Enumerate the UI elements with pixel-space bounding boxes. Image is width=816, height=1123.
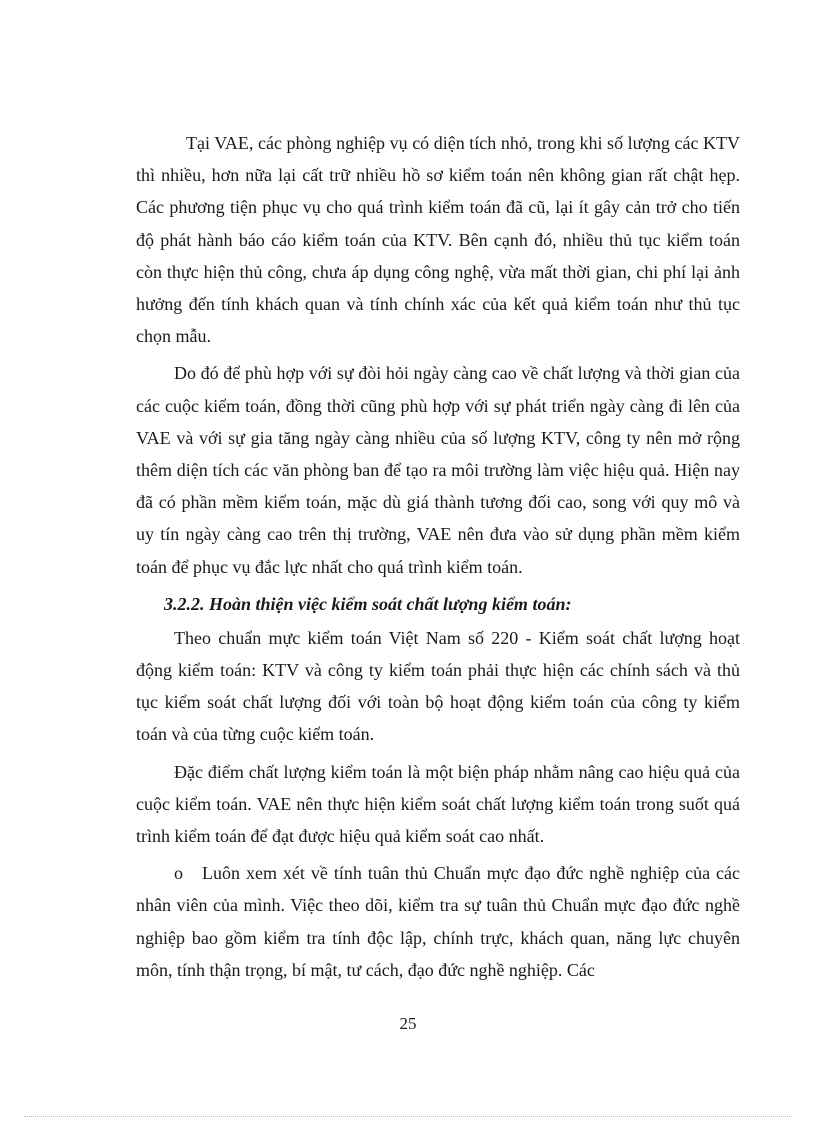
paragraph-standard-220: Theo chuẩn mực kiểm toán Việt Nam số 220 - Kiểm soát chất lượng hoạt động kiểm toán: KTV và công ty kiểm toán phải thực hiện các chính sách và thủ tục kiểm soát chất lượng đối với toàn bộ hoạt động kiểm toán của công ty kiểm toán và của từng cuộc kiểm toán. — [136, 627, 740, 745]
page-body — [136, 127, 740, 986]
bullet-item — [136, 857, 740, 986]
section-heading: 3.2.2. Hoàn thiện việc kiểm soát chất lượng kiểm toán: — [164, 593, 572, 614]
paragraph-facilities: Tại VAE, các phòng nghiệp vụ có diện tích nhỏ, trong khi số lượng các KTV thì nhiều, hơn nữa lại cất trữ nhiều hồ sơ kiểm toán nên không gian rất chật hẹp. Các phương tiện phục vụ cho quá trình kiểm toán đã cũ, lại ít gây cản trở cho tiến độ phát hành báo cáo kiểm toán của KTV. Bên cạnh đó, nhiều thủ tục kiểm toán còn thực hiện thủ công, chưa áp dụng công nghệ, vừa mất thời gian, chi phí lại ảnh hưởng đến tính khách quan và tính chính xác của kết quả kiểm toán như thủ tục chọn mẫu. — [136, 133, 740, 347]
paragraph-quality-control: Đặc điểm chất lượng kiểm toán là một biện pháp nhằm nâng cao hiệu quả của cuộc kiểm toán. VAE nên thực hiện kiểm soát chất lượng kiểm toán trong suốt quá trình kiểm toán để đạt được hiệu quả kiểm soát cao nhất. — [136, 761, 740, 847]
page-bottom-divider — [24, 1116, 792, 1117]
bullet-marker: o — [174, 863, 183, 884]
bullet-text: Luôn xem xét về tính tuân thủ Chuẩn mực đạo đức nghề nghiệp của các nhân viên của mình. Việc theo dõi, kiểm tra sự tuân thủ Chuẩn mực đạo đức nghề nghiệp bao gồm kiểm tra tính độc lập, chính trực, khách quan, năng lực chuyên môn, tính thận trọng, bí mật, tư cách, đạo đức nghề nghiệp. Các — [136, 863, 740, 980]
page-number: 25 — [399, 1014, 417, 1033]
paragraph-recommendation: Do đó để phù hợp với sự đòi hỏi ngày càng cao về chất lượng và thời gian của các cuộc kiểm toán, đồng thời cũng phù hợp với sự phát triển ngày càng đi lên của VAE và với sự gia tăng ngày càng nhiều của số lượng KTV, công ty nên mở rộng thêm diện tích các văn phòng ban để tạo ra môi trường làm việc hiệu quả. Hiện nay đã có phần mềm kiểm toán, mặc dù giá thành tương đối cao, song với quy mô và uy tín ngày càng cao trên thị trường, VAE nên đưa vào sử dụng phần mềm kiểm toán để phục vụ đắc lực nhất cho quá trình kiểm toán. — [136, 363, 740, 577]
